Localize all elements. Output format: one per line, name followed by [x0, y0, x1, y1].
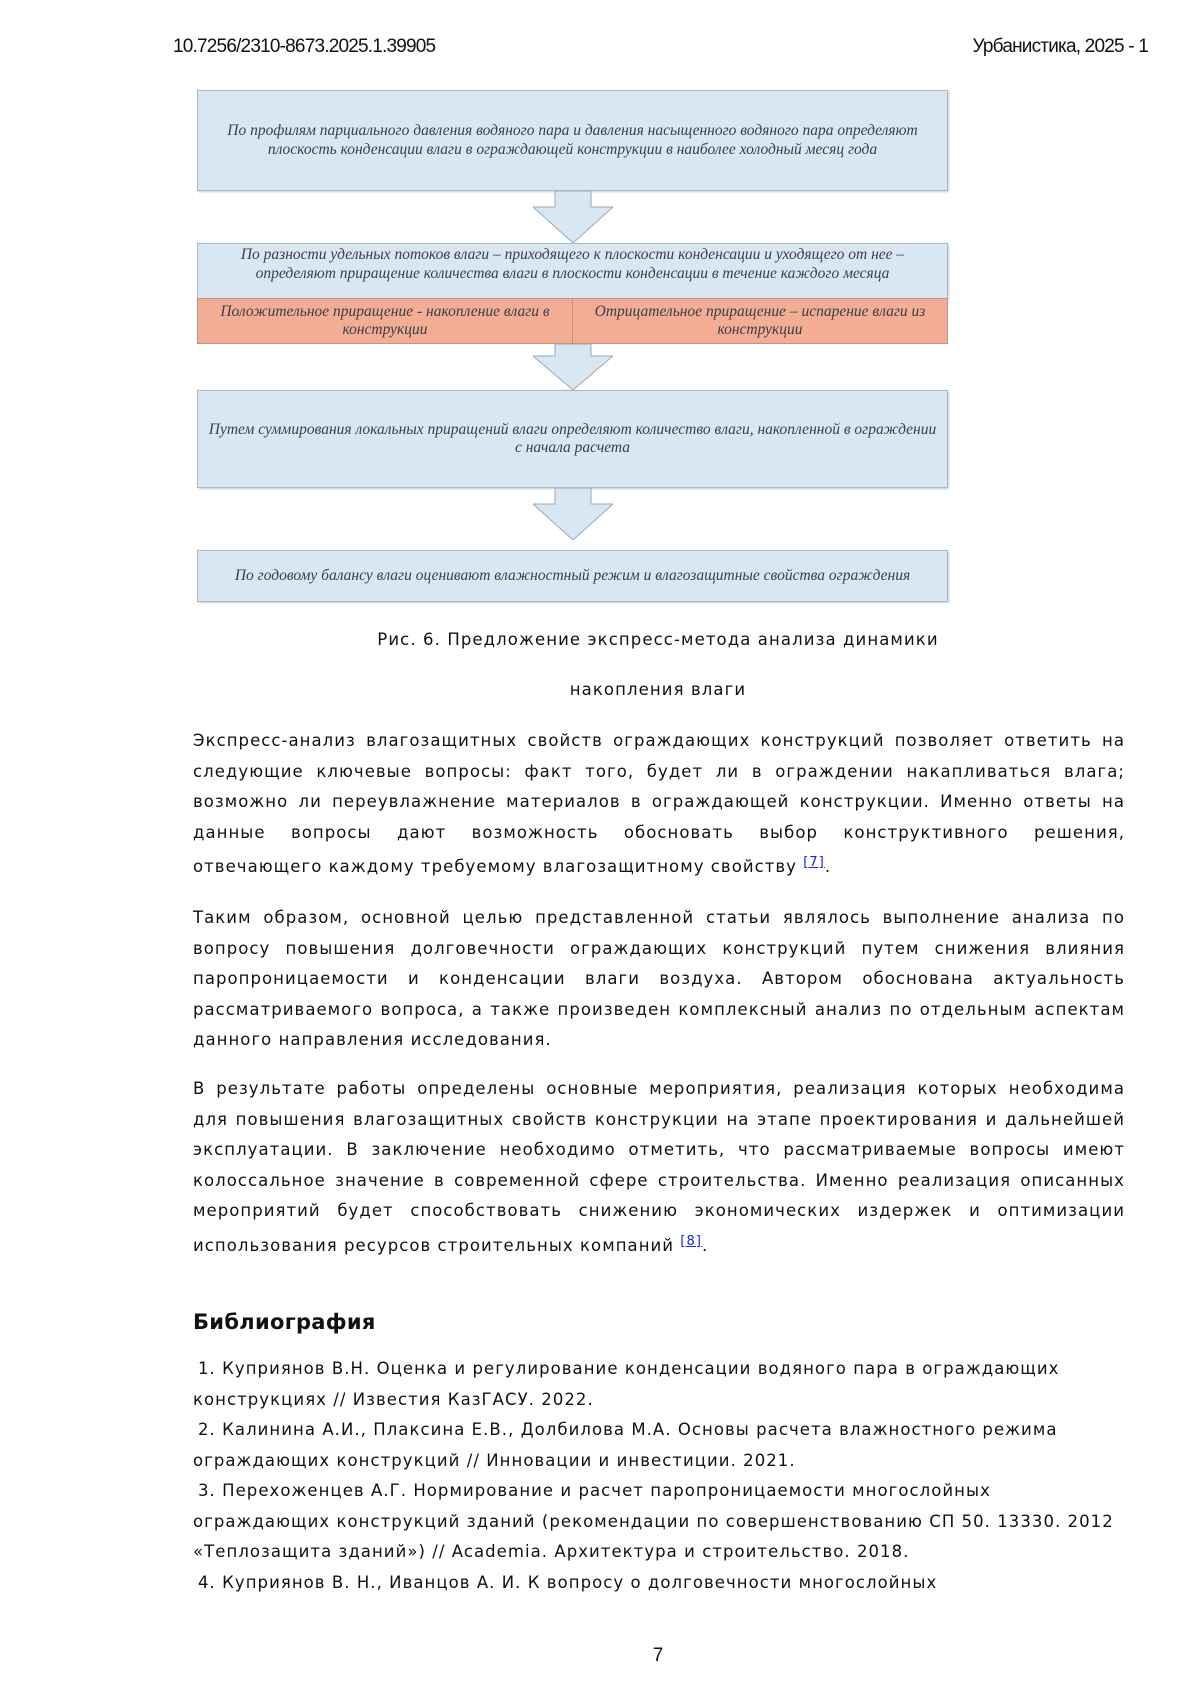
figure-caption-line-1: Рис. 6. Предложение экспресс-метода анализа динамики: [0, 630, 1200, 649]
journal-header: Урбанистика, 2025 - 1: [973, 36, 1149, 58]
reference-link-8[interactable]: [8]: [680, 1234, 702, 1249]
flow-step-2: По разности удельных потоков влаги – приходящего к плоскости конденсации и уходящего от нее – определяют приращение количества влаги в плоскости конденсации в течение каждого месяца: [197, 243, 948, 299]
down-arrow-icon: [533, 488, 613, 540]
flow-step-1: По профилям парциального давления водяного пара и давления насыщенного водяного пара определяют плоскость конденсации влаги в ограждающей конструкции в наиболее холодный месяц года: [197, 90, 948, 191]
down-arrow-icon: [533, 191, 613, 243]
flow-step-4: По годовому балансу влаги оценивают влажностный режим и влагозащитные свойства ограждения: [197, 550, 948, 602]
bibliography-list: [193, 1354, 1125, 1598]
bibliography-item: 4. Куприянов В. Н., Иванцов А. И. К вопросу о долговечности многослойных: [193, 1568, 1125, 1599]
flow-step-2-split: [197, 298, 948, 344]
flowchart-figure: [197, 90, 950, 602]
flow-step-3: Путем суммирования локальных приращений влаги определяют количество влаги, накопленной в ограждении с начала расчета: [197, 390, 948, 488]
positive-increment-box: Положительное приращение - накопление влаги в конструкции: [198, 299, 573, 343]
page-number: 7: [0, 1645, 1200, 1667]
down-arrow-icon: [533, 344, 613, 390]
paragraph-text: Экспресс-анализ влагозащитных свойств ограждающих конструкций позволяет ответить на следующие ключевые вопросы: факт того, будет ли в ограждении накапливаться влага; возможно ли переувлажнение материалов в ограждающей конструкции. Именно ответы на данные вопросы дают возможность обосновать выбор конструктивного решения, отвечающего каждому требуемому влагозащитному свойству: [193, 731, 1125, 876]
figure-caption-line-2: накопления влаги: [0, 680, 1200, 699]
bibliography-item: 2. Калинина А.И., Плаксина Е.В., Долбилова М.А. Основы расчета влажностного режима ограждающих конструкций // Инновации и инвестиции. 2021.: [193, 1415, 1125, 1476]
negative-increment-box: Отрицательное приращение – испарение влаги из конструкции: [573, 299, 947, 343]
reference-link-7[interactable]: [7]: [803, 855, 825, 870]
paragraph-1: Экспресс-анализ влагозащитных свойств ограждающих конструкций позволяет ответить на следующие ключевые вопросы: факт того, будет ли в ограждении накапливаться влага; возможно ли переувлажнение материалов в ограждающей конструкции. Именно ответы на данные вопросы дают возможность обосновать выбор конструктивного решения, отвечающего каждому требуемому влагозащитному свойству [7].: [193, 726, 1125, 883]
paragraph-text: В результате работы определены основные мероприятия, реализация которых необходима для повышения влагозащитных свойств конструкции на этапе проектирования и дальнейшей эксплуатации. В заключение необходимо отметить, что рассматриваемые вопросы имеют колоссальное значение в современной сфере строительства. Именно реализация описанных мероприятий будет способствовать снижению экономических издержек и оптимизации использования ресурсов строительных компаний: [193, 1079, 1125, 1255]
paragraph-2: [193, 903, 1125, 1056]
bibliography-item: 1. Куприянов В.Н. Оценка и регулирование конденсации водяного пара в ограждающих конструкциях // Известия КазГАСУ. 2022.: [193, 1354, 1125, 1415]
bibliography-item: 3. Перехоженцев А.Г. Нормирование и расчет паропроницаемости многослойных ограждающих конструкций зданий (рекомендации по совершенствованию СП 50. 13330. 2012 «Теплозащита зданий») // Academia. Архитектура и строительство. 2018.: [193, 1476, 1125, 1568]
bibliography-heading: Библиография: [193, 1310, 376, 1334]
paragraph-text: Таким образом, основной целью представленной статьи являлось выполнение анализа по вопросу повышения долговечности ограждающих конструкций путем снижения влияния паропроницаемости и конденсации влаги воздуха. Автором обоснована актуальность рассматриваемого вопроса, а также произведен комплексный анализ по отдельным аспектам данного направления исследования.: [193, 908, 1125, 1049]
doi-header: 10.7256/2310-8673.2025.1.39905: [173, 36, 435, 58]
paragraph-3: В результате работы определены основные мероприятия, реализация которых необходима для повышения влагозащитных свойств конструкции на этапе проектирования и дальнейшей эксплуатации. В заключение необходимо отметить, что рассматриваемые вопросы имеют колоссальное значение в современной сфере строительства. Именно реализация описанных мероприятий будет способствовать снижению экономических издержек и оптимизации использования ресурсов строительных компаний [8].: [193, 1074, 1125, 1261]
